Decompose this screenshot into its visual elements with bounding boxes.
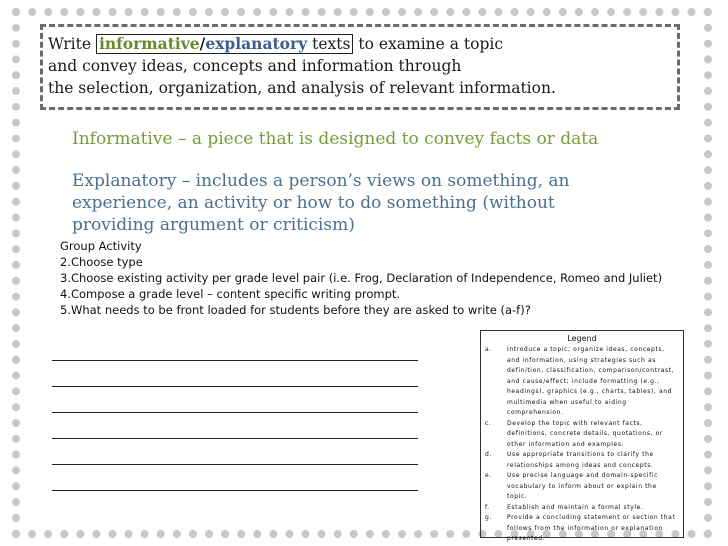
writing-line[interactable] (52, 464, 418, 465)
standard-line-2: and convey ideas, concepts and information through (48, 57, 462, 75)
standard-line-1: Write informative/explanatory texts to examine a topic (48, 34, 504, 53)
writing-line[interactable] (52, 490, 418, 491)
writing-line[interactable] (52, 386, 418, 387)
writing-lines (52, 360, 418, 516)
writing-line[interactable] (52, 360, 418, 361)
legend-item: g. Provide a concluding statement or section that follows from the information or explanation presented. (485, 514, 676, 542)
informative-definition: Informative – a piece that is designed to convey facts or data (72, 129, 599, 149)
writing-line[interactable] (52, 412, 418, 413)
legend-box (480, 330, 684, 542)
group-activity (60, 238, 662, 318)
activity-step: 5.What needs to be front loaded for students before they are asked to write (a-f)? (60, 303, 531, 317)
activity-title: Group Activity (60, 239, 142, 253)
explanatory-definition-line-1: Explanatory – includes a person’s views on something, an (72, 171, 570, 191)
standard-line-3: the selection, organization, and analysis of relevant information. (48, 79, 556, 97)
explanatory-definition-line-2: experience, an activity or how to do something (without (72, 193, 555, 213)
legend-item: d. Use appropriate transitions to clarify the relationships among ideas and concepts. (485, 451, 654, 469)
keyword-box: informative/explanatory texts (96, 34, 354, 54)
activity-step: 2.Choose type (60, 255, 143, 269)
legend-item: a. Introduce a topic; organize ideas, concepts, and information, using strategies such as definition, classification, comparison/contrast, and cause/effect; include formatting (e.g., headings), graphics (e.g., charts, tables), and multimedia when useful to aiding comprehension. (485, 346, 675, 416)
legend-item: f. Establish and maintain a formal style. (485, 503, 644, 511)
legend-item: e. Use precise language and domain-specific vocabulary to inform about or explain the topic. (485, 472, 658, 500)
explanatory-definition-line-3: providing argument or criticism) (72, 215, 355, 235)
activity-step: 3.Choose existing activity per grade level pair (i.e. Frog, Declaration of Independence, Romeo and Juliet) (60, 271, 663, 285)
writing-line[interactable] (52, 438, 418, 439)
legend-item: c. Develop the topic with relevant facts, definitions, concrete details, quotations, or other information and examples. (485, 419, 663, 448)
activity-step: 4.Compose a grade level – content specific writing prompt. (60, 287, 401, 301)
legend-title: Legend (567, 334, 597, 343)
